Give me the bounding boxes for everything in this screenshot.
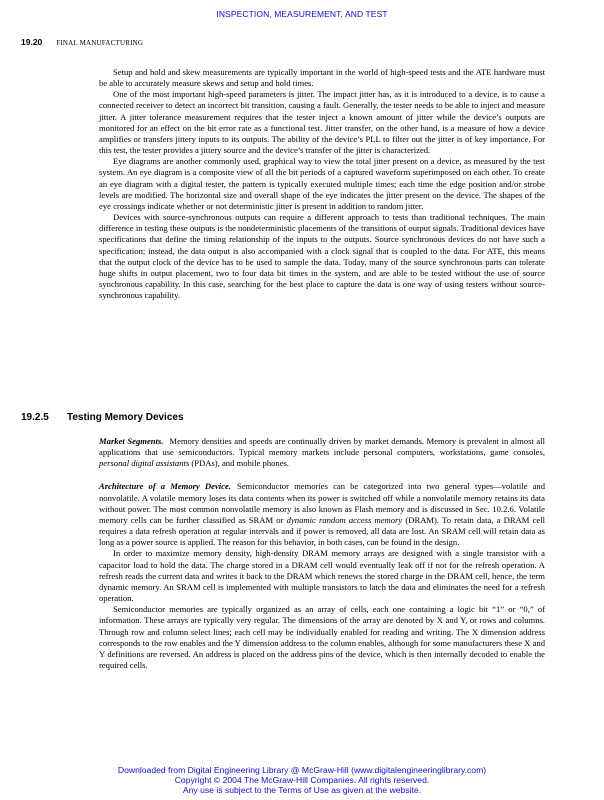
section-number: 19.2.5 bbox=[21, 412, 49, 423]
paragraph-jitter: One of the most important high-speed parameters is jitter. The impact jitter has, as it is introduced to a device, is to cause a connected receiver to detect an incorrect bit transition, causing a fault. Generally, the tester needs to be able to inject and measure jitter. A jitter tolerance measurement requires that the tester inject a known amount of jitter while the device’s outputs are monitored for an effect on the bit error rate as a functional test. Jitter transfer, on the other hand, is a measure of how a device amplifies or transfers jittery inputs to its outputs. The ability of the device’s PLL to filter out the jitter is of key importance. For this test, the tester provides a jittery source and the device’s transfer of the jitter is characterized. bbox=[99, 89, 545, 156]
market-text-1: Memory densities and speeds are continually driven by market demands. Memory is prevalent in almost all applications that use semiconductors. Typical memory markets include personal computers, workstations, game consoles, bbox=[99, 436, 545, 458]
paragraph-architecture bbox=[99, 481, 545, 548]
arch-text-2: (DRAM). To retain data, a DRAM cell requires a data refresh operation at regular intervals and if power is removed, all data are lost. An SRAM cell will retain data as long as a power source is applied. The reason for this behavior, in both cases, can be found in the design. bbox=[99, 514, 545, 548]
dram-term: dynamic random access memory bbox=[286, 514, 403, 525]
paragraph-eye-diagrams: Eye diagrams are another commonly used, graphical way to view the total jitter present on a device, as measured by the test system. An eye diagram is a composite view of all the bit periods of a captured waveform superimposed on each other. To create an eye diagram with a digital tester, the pattern is typically executed multiple times; each time the edge position and/or strobe levels are modified. The horizontal size and overall shape of the eye indicates the jitter present on the device. The shapes of the eye crossings indicate whether or not deterministic jitter is present in addition to random jitter. bbox=[99, 156, 545, 211]
paragraph-setup-hold: Setup and hold and skew measurements are typically important in the world of high-speed tests and the ATE hardware must be able to accurately measure skews and setup and hold times. bbox=[99, 67, 545, 89]
paragraph-source-synchronous: Devices with source-synchronous outputs can require a different approach to tests than traditional techniques. The main difference in testing these outputs is the nondeterministic placements of the transitions of output signals. Traditional devices have specifications that define the timing relationship of the inputs to the outputs. Source synchronous devices do not have such a specification; instead, the data output is also accompanied with a clock signal that is coupled to the data. For ATE, this means that the output clock of the device has to be used to sample the data. Today, many of the source synchronous parts can tolerate huge shifts in output placement, two to four data bit times in the system, and are able to be tested without the use of source synchronous capability. In this case, searching for the best place to capture the data is one way of using testers without source-synchronous capability. bbox=[99, 212, 545, 301]
pda-term: personal digital assistants bbox=[99, 458, 190, 469]
paragraph-memory-array: Semiconductor memories are typically organized as an array of cells, each one containing a logic bit “1” or “0,” of information. These arrays are typically very regular. The dimensions of the array are denoted by X and Y, or rows and columns. Through row and column select lines; each cell may be individually enabled for reading and writing. The X dimension address corresponds to the row enables and the Y dimension address to the column enables, although for some manufacturers these X and Y definitions are reversed. An address is placed on the address pins of the device, which is then internally decoded to enable the required cells. bbox=[99, 604, 545, 670]
section-body bbox=[99, 436, 545, 671]
market-text-2: (PDAs), and mobile phones. bbox=[191, 458, 290, 469]
running-head bbox=[21, 37, 143, 47]
chapter-title: FINAL MANUFACTURING bbox=[56, 39, 144, 47]
arch-text-1: Semiconductor memories can be categorized into two general types—volatile and nonvolatile. A volatile memory loses its data contents when its power is switched off while a nonvolatile memory retains its data without power. The most common nonvolatile memory is also known as Flash memory and is discussed in Sec. 10.2.6. Volatile memory cells can be further classified as SRAM or bbox=[99, 481, 545, 525]
section-heading bbox=[21, 412, 184, 423]
market-segments-heading: Market Segments. bbox=[99, 436, 164, 446]
footer-terms-line[interactable]: Any use is subject to the Terms of Use as given at the website. bbox=[182, 785, 422, 795]
architecture-heading: Architecture of a Memory Device. bbox=[99, 481, 231, 492]
paragraph-memory-density: In order to maximize memory density, high-density DRAM memory arrays are designed with a single transistor with a capacitor load to hold the data. The charge stored in a DRAM cell would eventually leak off if not for the refresh operation. A refresh reads the current data and writes it back to the DRAM which renews the stored charge in the DRAM cell, hence, the term dynamic memory. An SRAM cell is implemented with multiple transistors to latch the data and eliminates the need for a refresh operation. bbox=[99, 548, 545, 604]
section-title: Testing Memory Devices bbox=[67, 412, 184, 423]
book-banner: INSPECTION, MEASUREMENT, AND TEST bbox=[216, 9, 388, 19]
paragraph-market-segments bbox=[99, 436, 545, 469]
footer-copyright-line: Copyright © 2004 The McGraw-Hill Companies. All rights reserved. bbox=[174, 775, 430, 785]
body-text bbox=[99, 67, 545, 301]
download-footer bbox=[0, 765, 604, 795]
footer-download-line[interactable]: Downloaded from Digital Engineering Library @ McGraw-Hill (www.digitalengineeringlibrary.com) bbox=[117, 765, 487, 775]
page-number: 19.20 bbox=[21, 37, 43, 47]
